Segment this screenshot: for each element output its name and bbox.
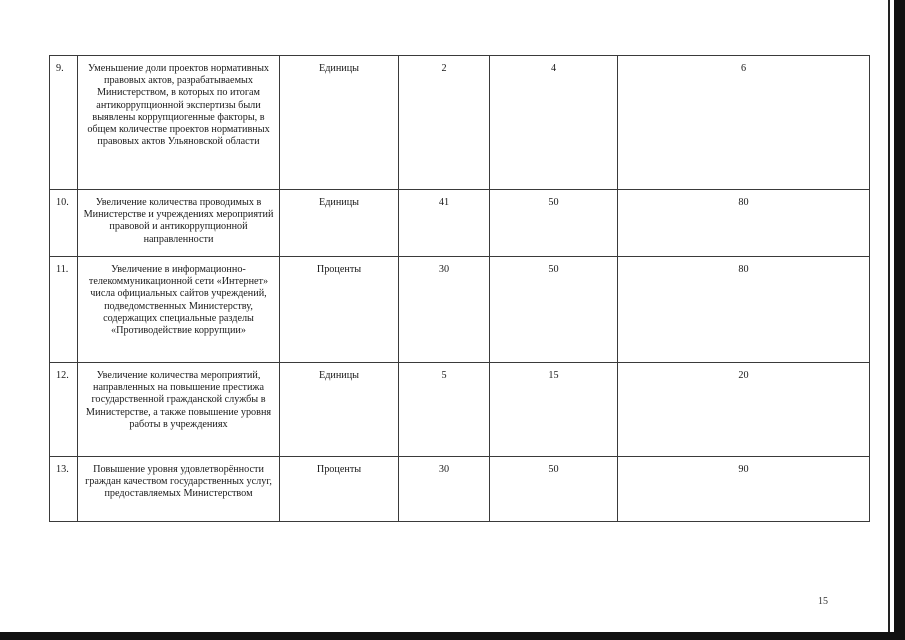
indicator-name: Уменьшение доли проектов нормативных правовых актов, разрабатываемых Министерством, в которых по итогам антикоррупционной экспертизы были выявлены коррупциогенные факторы, в общем количестве проектов нормативных правовых актов Ульяновской области [78,56,280,190]
table-row [50,56,870,190]
indicator-value-3: 80 [618,257,870,363]
row-number: 10. [50,190,78,257]
indicator-unit: Проценты [280,257,399,363]
indicator-unit: Единицы [280,363,399,457]
indicator-name: Увеличение в информационно-телекоммуникационной сети «Интернет» числа официальных сайтов учреждений, подведомственных Министерству, содержащих специальные разделы «Противодействие коррупции» [78,257,280,363]
indicator-value-2: 50 [490,257,618,363]
scan-edge-bottom [0,632,905,640]
row-number: 11. [50,257,78,363]
table-row [50,457,870,522]
indicator-value-3: 80 [618,190,870,257]
indicator-name: Увеличение количества проводимых в Министерстве и учреждениях мероприятий правовой и антикоррупционной направленности [78,190,280,257]
indicator-value-3: 20 [618,363,870,457]
indicator-value-2: 50 [490,190,618,257]
indicators-table [49,55,870,522]
indicator-value-1: 2 [399,56,490,190]
indicator-value-1: 41 [399,190,490,257]
indicator-value-3: 6 [618,56,870,190]
row-number: 9. [50,56,78,190]
scan-edge-line [888,0,890,632]
indicator-value-2: 4 [490,56,618,190]
page-number: 15 [818,596,828,607]
indicator-value-1: 30 [399,457,490,522]
table-row [50,363,870,457]
indicator-value-3: 90 [618,457,870,522]
table-row [50,190,870,257]
indicator-value-2: 50 [490,457,618,522]
row-number: 13. [50,457,78,522]
indicator-value-2: 15 [490,363,618,457]
indicator-value-1: 5 [399,363,490,457]
scan-edge-right [894,0,905,640]
indicator-name: Увеличение количества мероприятий, направленных на повышение престижа государственной гражданской службы в Министерстве, а также повышение уровня работы в учреждениях [78,363,280,457]
indicator-unit: Единицы [280,56,399,190]
indicator-unit: Проценты [280,457,399,522]
indicator-unit: Единицы [280,190,399,257]
table-row [50,257,870,363]
row-number: 12. [50,363,78,457]
indicator-value-1: 30 [399,257,490,363]
indicator-name: Повышение уровня удовлетворённости граждан качеством государственных услуг, предоставляемых Министерством [78,457,280,522]
